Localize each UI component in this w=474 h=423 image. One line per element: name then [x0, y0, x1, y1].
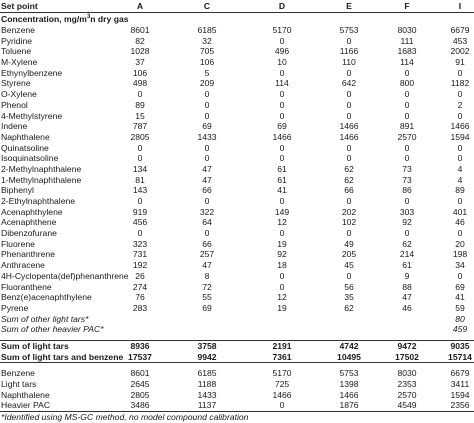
cell-value: 214: [399, 249, 415, 260]
cell-value: 0: [204, 153, 210, 164]
cell-value: 800: [399, 78, 415, 89]
cell-value: 0: [279, 196, 285, 206]
cell-value: 0: [204, 142, 210, 153]
table-header-row: [0, 0, 474, 13]
cell-value: 0: [346, 228, 352, 239]
cell-value: 73: [402, 163, 412, 174]
compound-row: [0, 292, 474, 303]
cell-value: 0: [346, 99, 352, 110]
cell-value: 19: [277, 302, 287, 313]
cell-value: 88: [402, 281, 412, 292]
compound-row: [0, 121, 474, 132]
cell-value: 6185: [197, 25, 217, 35]
other-row: [0, 324, 474, 335]
cell-value: 9: [404, 270, 410, 281]
cell-value: 0: [279, 270, 285, 281]
cell-value: 257: [199, 249, 215, 260]
cell-value: 46: [455, 217, 465, 228]
cell-value: 7361: [272, 351, 292, 362]
cell-value: 1182: [450, 78, 470, 89]
summary-row: [0, 379, 474, 390]
cell-value: 47: [402, 292, 412, 303]
cell-value: 10: [277, 57, 287, 68]
cell-value: 46: [402, 302, 412, 313]
compound-row: [0, 57, 474, 68]
cell-value: 12: [277, 292, 287, 303]
cell-value: 69: [202, 121, 212, 132]
row-label: 2-Ethylnaphthalene: [1, 196, 76, 206]
cell-value: 0: [279, 400, 285, 411]
cell-value: 0: [404, 228, 410, 239]
cell-value: 66: [344, 185, 354, 196]
cell-value: 47: [202, 260, 212, 271]
col-header: D: [278, 1, 286, 11]
cell-value: 10495: [337, 351, 361, 362]
cell-value: 456: [132, 217, 148, 228]
cell-value: 1466: [339, 121, 359, 132]
compound-row: [0, 132, 474, 143]
cell-value: 9035: [450, 340, 470, 351]
cell-value: 37: [135, 57, 145, 68]
cell-value: 8: [204, 270, 210, 281]
cell-value: 0: [137, 228, 143, 239]
cell-value: 891: [399, 121, 415, 132]
col-header: E: [346, 1, 352, 11]
row-label: Light tars: [1, 379, 37, 389]
cell-value: 1433: [197, 131, 217, 142]
cell-value: 35: [344, 292, 354, 303]
cell-value: 1594: [450, 389, 470, 400]
cell-value: 1188: [197, 379, 217, 389]
cell-value: 0: [346, 153, 352, 164]
row-label: Fluorene: [1, 238, 35, 249]
row-label: Isoquinatsoline: [1, 153, 59, 164]
row-label: M-Xylene: [1, 57, 38, 68]
cell-value: 62: [402, 238, 412, 249]
cell-value: 0: [137, 153, 143, 164]
cell-value: 61: [277, 163, 287, 174]
row-label: Pyrene: [1, 302, 29, 313]
cell-value: 1166: [339, 46, 359, 57]
cell-value: 56: [344, 281, 354, 292]
row-label: Sum of light tars and benzene: [1, 351, 124, 362]
cell-value: 0: [279, 153, 285, 164]
row-label: Fluoranthene: [1, 281, 52, 292]
cell-value: 322: [199, 206, 215, 217]
cell-value: 1398: [339, 379, 359, 389]
cell-value: 0: [137, 142, 143, 153]
cell-value: 34: [455, 260, 465, 271]
cell-value: 0: [279, 89, 285, 100]
cell-value: 110: [342, 57, 356, 68]
col-header: I: [458, 1, 462, 11]
cell-value: 0: [457, 228, 463, 239]
cell-value: 0: [279, 281, 285, 292]
cell-value: 18: [277, 260, 287, 271]
row-label: Acenaphthylene: [1, 206, 63, 217]
cell-value: 66: [202, 238, 212, 249]
cell-value: 102: [341, 217, 357, 228]
other-row: [0, 314, 474, 325]
cell-value: 5: [204, 67, 210, 78]
cell-value: 459: [452, 324, 468, 335]
cell-value: 0: [404, 153, 410, 164]
compound-row: [0, 271, 474, 282]
compound-row: [0, 46, 474, 57]
cell-value: 2356: [450, 400, 470, 411]
cell-value: 62: [344, 163, 354, 174]
compound-row: [0, 25, 474, 36]
cell-value: 0: [457, 67, 463, 78]
cell-value: 69: [455, 281, 465, 292]
cell-value: 92: [277, 249, 287, 260]
cell-value: 0: [404, 196, 410, 206]
cell-value: 111: [400, 35, 414, 46]
compound-row: [0, 217, 474, 228]
compound-row: [0, 207, 474, 218]
cell-value: 0: [279, 99, 285, 110]
cell-value: 69: [202, 302, 212, 313]
cell-value: 498: [132, 78, 148, 89]
row-label: Benzene: [1, 368, 35, 379]
cell-value: 80: [455, 313, 465, 324]
row-label: Anthracene: [1, 260, 45, 271]
row-label: Phenanthrene: [1, 249, 55, 260]
row-label: Styrene: [1, 78, 31, 89]
cell-value: 1876: [339, 400, 359, 411]
cell-value: 3758: [197, 340, 217, 351]
cell-value: 642: [341, 78, 357, 89]
compound-row: [0, 185, 474, 196]
cell-value: 0: [346, 35, 352, 46]
cell-value: 32: [202, 35, 212, 46]
cell-value: 76: [135, 292, 145, 303]
cell-value: 8030: [397, 25, 417, 35]
cell-value: 0: [457, 270, 463, 281]
compound-row: [0, 89, 474, 100]
cell-value: 0: [457, 153, 463, 164]
cell-value: 47: [202, 174, 212, 185]
cell-value: 453: [452, 35, 468, 46]
cell-value: 0: [346, 142, 352, 153]
cell-value: 61: [277, 174, 287, 185]
cell-value: 143: [132, 185, 148, 196]
cell-value: 82: [135, 35, 145, 46]
cell-value: 12: [277, 217, 287, 228]
sum-row: [0, 341, 474, 352]
row-label: Ethynylbenzene: [1, 67, 63, 78]
compound-row: [0, 78, 474, 89]
cell-value: 8030: [397, 368, 417, 379]
cell-value: 705: [199, 46, 215, 57]
cell-value: 49: [344, 238, 354, 249]
cell-value: 0: [346, 67, 352, 78]
cell-value: 1433: [197, 389, 217, 400]
cell-value: 1466: [339, 131, 359, 142]
row-label: Acenaphthene: [1, 217, 57, 228]
cell-value: 0: [279, 35, 285, 46]
sum-rows: [0, 341, 474, 363]
compound-row: [0, 196, 474, 207]
cell-value: 134: [132, 163, 148, 174]
cell-value: 0: [204, 110, 210, 121]
cell-value: 149: [274, 206, 290, 217]
row-label: Phenol: [1, 99, 28, 110]
cell-value: 62: [344, 174, 354, 185]
cell-value: 787: [132, 121, 148, 132]
cell-value: 1466: [339, 389, 359, 400]
cell-value: 4: [457, 163, 463, 174]
cell-value: 0: [204, 99, 210, 110]
cell-value: 192: [132, 260, 148, 271]
cell-value: 2: [457, 99, 463, 110]
compound-row: [0, 68, 474, 79]
cell-value: 0: [204, 228, 210, 239]
cell-value: 1466: [450, 121, 470, 132]
cell-value: 0: [346, 270, 352, 281]
cell-value: 0: [457, 110, 463, 121]
cell-value: 198: [452, 249, 468, 260]
cell-value: 202: [341, 206, 357, 217]
cell-value: 0: [204, 196, 210, 206]
cell-value: 0: [346, 196, 352, 206]
cell-value: 2805: [130, 131, 150, 142]
cell-value: 41: [277, 185, 287, 196]
cell-value: 69: [277, 121, 287, 132]
sum-row: [0, 352, 474, 363]
footnote: *Identified using MS-GC method, no model compound calibration: [1, 412, 249, 423]
cell-value: 209: [199, 78, 215, 89]
cell-value: 9472: [397, 340, 417, 351]
compound-row: [0, 303, 474, 314]
cell-value: 114: [275, 78, 289, 89]
cell-value: 1466: [272, 389, 292, 400]
row-label: Benz(e)acenaphthylene: [1, 292, 92, 303]
cell-value: 919: [132, 206, 148, 217]
row-label: Heavier PAC: [1, 400, 51, 411]
cell-value: 303: [399, 206, 415, 217]
cell-value: 15714: [448, 351, 472, 362]
cell-value: 106: [199, 57, 215, 68]
row-label: Quinatsoline: [1, 142, 49, 153]
cell-value: 8936: [130, 340, 150, 351]
concentration-heading: Concentration, $mg/m^3n$ dry gas: [1, 14, 129, 24]
row-label: Benzene: [1, 25, 35, 35]
compound-row: [0, 228, 474, 239]
row-label: Naphthalene: [1, 131, 50, 142]
cell-value: 0: [137, 89, 143, 100]
cell-value: 0: [404, 67, 410, 78]
cell-value: 1683: [397, 46, 417, 57]
row-label: O-Xylene: [1, 89, 37, 100]
cell-value: 47: [202, 163, 212, 174]
cell-value: 89: [455, 185, 465, 196]
cell-value: 73: [402, 174, 412, 185]
cell-value: 2191: [272, 340, 292, 351]
cell-value: 0: [457, 142, 463, 153]
row-label: 2-Methylnaphthalene: [1, 163, 82, 174]
row-label: 4H-Cyclopenta(def)phenanthrene: [1, 270, 129, 281]
cell-value: 0: [279, 67, 285, 78]
set-point-label: Set point: [1, 1, 38, 11]
row-label: Sum of other heavier PAC*: [1, 324, 104, 335]
compound-row: [0, 249, 474, 260]
cell-value: 401: [452, 206, 468, 217]
row-label: Naphthalene: [1, 389, 50, 400]
summary-row: [0, 368, 474, 379]
compound-row: [0, 143, 474, 154]
cell-value: 81: [135, 174, 145, 185]
col-header: F: [404, 1, 410, 11]
footnote-row: [0, 412, 474, 423]
cell-value: 5753: [339, 368, 359, 379]
compound-row: [0, 282, 474, 293]
cell-value: 0: [346, 110, 352, 121]
cell-value: 283: [132, 302, 148, 313]
cell-value: 3486: [130, 400, 150, 411]
compound-row: [0, 111, 474, 122]
row-label: Biphenyl: [1, 185, 34, 196]
cell-value: 55: [202, 292, 212, 303]
col-header: C: [203, 1, 211, 11]
cell-value: 106: [132, 67, 148, 78]
cell-value: 15: [135, 110, 145, 121]
cell-value: 86: [402, 185, 412, 196]
row-label: Dibenzofurane: [1, 228, 57, 239]
cell-value: 5170: [272, 25, 292, 35]
cell-value: 1594: [450, 131, 470, 142]
compound-row: [0, 153, 474, 164]
cell-value: 91: [455, 57, 465, 68]
other-rows: [0, 314, 474, 335]
cell-value: 1466: [272, 131, 292, 142]
cell-value: 2353: [397, 379, 417, 389]
cell-value: 89: [135, 99, 145, 110]
cell-value: 5170: [272, 368, 292, 379]
cell-value: 6679: [450, 25, 470, 35]
cell-value: 323: [132, 238, 148, 249]
cell-value: 4549: [397, 400, 417, 411]
cell-value: 62: [344, 302, 354, 313]
cell-value: 2570: [397, 131, 417, 142]
cell-value: 6679: [450, 368, 470, 379]
cell-value: 0: [404, 142, 410, 153]
cell-value: 274: [132, 281, 148, 292]
cell-value: 205: [341, 249, 357, 260]
cell-value: 0: [204, 89, 210, 100]
cell-value: 26: [135, 270, 145, 281]
compound-row: [0, 164, 474, 175]
cell-value: 0: [279, 142, 285, 153]
cell-value: 0: [346, 89, 352, 100]
compound-row: [0, 175, 474, 186]
compound-row: [0, 100, 474, 111]
row-label: Pyridine: [1, 35, 33, 46]
cell-value: 4: [457, 174, 463, 185]
cell-value: 1137: [197, 400, 217, 411]
compound-row: [0, 239, 474, 250]
cell-value: 2570: [397, 389, 417, 400]
row-label: 1-Methylnaphthalene: [1, 174, 82, 185]
cell-value: 4742: [339, 340, 359, 351]
cell-value: 114: [400, 57, 414, 68]
cell-value: 92: [402, 217, 412, 228]
cell-value: 19: [277, 238, 287, 249]
cell-value: 6185: [197, 368, 217, 379]
cell-value: 0: [137, 196, 143, 206]
compound-row: [0, 36, 474, 47]
cell-value: 17502: [395, 351, 419, 362]
cell-value: 496: [274, 46, 290, 57]
cell-value: 41: [455, 292, 465, 303]
concentration-heading-row: [0, 13, 474, 25]
cell-value: 72: [202, 281, 212, 292]
cell-value: 64: [202, 217, 212, 228]
cell-value: 20: [455, 238, 465, 249]
cell-value: 0: [279, 110, 285, 121]
cell-value: 59: [455, 302, 465, 313]
cell-value: 9942: [197, 351, 217, 362]
cell-value: 3411: [450, 379, 470, 389]
cell-value: 0: [404, 89, 410, 100]
cell-value: 2645: [130, 379, 150, 389]
cell-value: 2002: [450, 46, 470, 57]
cell-value: 17537: [128, 351, 152, 362]
cell-value: 45: [344, 260, 354, 271]
cell-value: 66: [202, 185, 212, 196]
row-label: Sum of other light tars*: [1, 313, 89, 324]
cell-value: 725: [274, 379, 290, 389]
cell-value: 731: [132, 249, 148, 260]
compound-row: [0, 260, 474, 271]
row-label: Sum of light tars: [1, 340, 69, 351]
cell-value: 1028: [130, 46, 150, 57]
cell-value: 8601: [130, 25, 150, 35]
row-label: Indene: [1, 121, 28, 132]
cell-value: 8601: [130, 368, 150, 379]
cell-value: 0: [457, 89, 463, 100]
cell-value: 0: [404, 110, 410, 121]
compound-rows: [0, 25, 474, 314]
summary-row: [0, 390, 474, 401]
row-label: 4-Methylstyrene: [1, 110, 63, 121]
cell-value: 0: [457, 196, 463, 206]
cell-value: 61: [402, 260, 412, 271]
cell-value: 0: [279, 228, 285, 239]
cell-value: 5753: [339, 25, 359, 35]
summary-rows: [0, 368, 474, 412]
col-header: A: [136, 1, 144, 11]
row-label: Toluene: [1, 46, 32, 57]
cell-value: 0: [404, 99, 410, 110]
cell-value: 2805: [130, 389, 150, 400]
